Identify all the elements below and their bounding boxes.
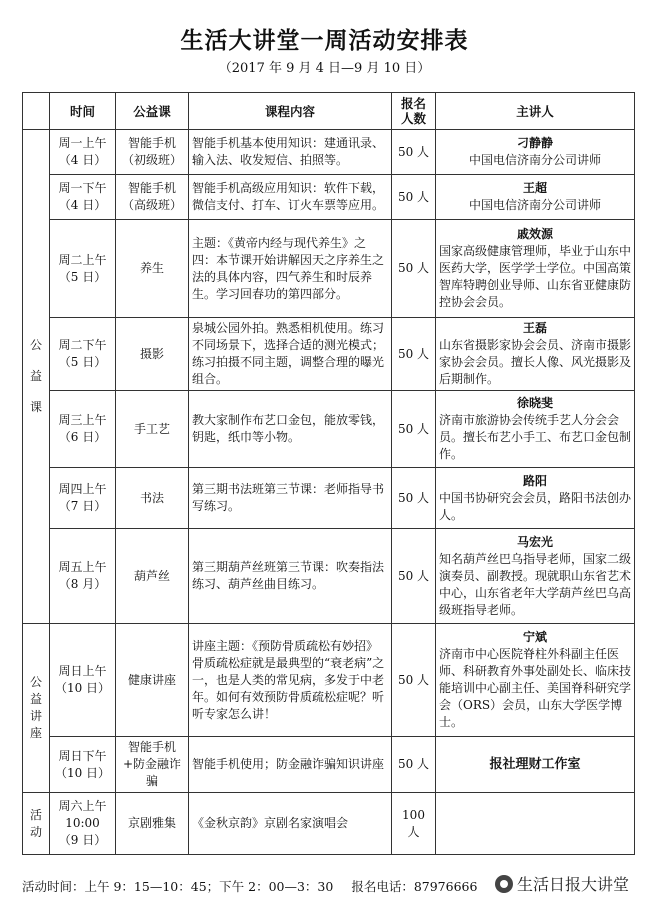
speaker-cell <box>436 391 635 468</box>
course-cell: 健康讲座 <box>116 624 189 737</box>
content-cell: 第三期葫芦丝班第三节课：吹奏指法练习、葫芦丝曲目练习。 <box>189 529 392 624</box>
time-cell: 周四上午 （7 日） <box>50 468 116 529</box>
speaker-cell <box>436 220 635 318</box>
course-cell: 书法 <box>116 468 189 529</box>
time-cell: 周三上午 （6 日） <box>50 391 116 468</box>
header-content: 课程内容 <box>189 93 392 130</box>
category-label: 动 <box>29 824 42 839</box>
count-cell: 50 人 <box>392 318 436 391</box>
course-cell: 智能手机 +防金融诈 骗 <box>116 737 189 793</box>
count-cell: 50 人 <box>392 175 436 220</box>
speaker-name: 马宏光 <box>516 534 553 549</box>
speaker-cell <box>436 318 635 391</box>
speaker-description: 知名葫芦丝巴乌指导老师，国家二级演奏员、副教授。现就职山东省艺术中心，山东省老年大学葫芦丝巴乌高级班指导老师。 <box>439 551 632 617</box>
speaker-description: 济南市旅游协会传统手艺人分会会员。擅长布艺小手工、布艺口金包制作。 <box>439 413 632 461</box>
count-cell: 50 人 <box>392 220 436 318</box>
footer <box>22 877 517 895</box>
header-count: 报名人数 <box>392 93 436 130</box>
table-row <box>23 624 635 737</box>
table-row <box>23 391 635 468</box>
count-cell: 50 人 <box>392 529 436 624</box>
count-cell: 50 人 <box>392 130 436 175</box>
count-cell: 100 人 <box>392 793 436 855</box>
speaker-cell <box>436 737 635 793</box>
table-row <box>23 318 635 391</box>
content-cell: 教大家制作布艺口金包，能放零钱，钥匙，纸巾等小物。 <box>189 391 392 468</box>
speaker-description: 济南市中心医院脊柱外科副主任医师、科研教育外事处副处长、临床技能培训中心副主任、美国脊科研究学会（ORS）会员，山东大学医学博士。 <box>439 647 632 729</box>
table-row <box>23 468 635 529</box>
speaker-cell <box>436 793 635 855</box>
time-cell: 周日上午 （10 日） <box>50 624 116 737</box>
count-cell: 50 人 <box>392 737 436 793</box>
table-row <box>23 737 635 793</box>
speaker-cell <box>436 468 635 529</box>
header-speaker: 主讲人 <box>436 93 635 130</box>
content-cell: 智能手机高级应用知识：软件下载，微信支付、打车、订火车票等应用。 <box>189 175 392 220</box>
table-row <box>23 220 635 318</box>
category-label: 活 <box>29 807 42 822</box>
speaker-cell <box>436 624 635 737</box>
course-cell: 智能手机 （初级班） <box>116 130 189 175</box>
time-cell: 周一下午 （4 日） <box>50 175 116 220</box>
time-cell: 周一上午 （4 日） <box>50 130 116 175</box>
watermark <box>493 872 631 895</box>
content-cell: 第三期书法班第三节课：老师指导书写练习。 <box>189 468 392 529</box>
speaker-organization: 报社理财工作室 <box>489 757 581 772</box>
time-cell: 周日下午 （10 日） <box>50 737 116 793</box>
course-cell: 养生 <box>116 220 189 318</box>
category-label: 讲座 <box>29 709 42 740</box>
category-cell <box>23 793 50 855</box>
content-cell: 智能手机使用；防金融诈骗知识讲座 <box>189 737 392 793</box>
content-cell: 智能手机基本使用知识：建通讯录、输入法、收发短信、拍照等。 <box>189 130 392 175</box>
course-cell: 手工艺 <box>116 391 189 468</box>
speaker-name: 宁斌 <box>522 630 547 644</box>
speaker-description: 中国电信济南分公司讲师 <box>468 153 601 167</box>
category-label: 益 <box>29 369 42 383</box>
header-row <box>23 93 635 130</box>
time-cell: 周六上午 10:00 （9 日） <box>50 793 116 855</box>
page-title: 生活大讲堂一周活动安排表 <box>180 28 469 54</box>
speaker-description: 山东省摄影家协会会员、济南市摄影家协会会员。擅长人像、风光摄影及后期制作。 <box>439 338 632 386</box>
schedule-table <box>22 92 635 855</box>
table-row <box>23 175 635 220</box>
table-row <box>23 793 635 855</box>
table-row <box>23 130 635 175</box>
header-category <box>23 93 50 130</box>
time-cell: 周五上午 （8 月） <box>50 529 116 624</box>
speaker-description: 中国书协研究会会员，路阳书法创办人。 <box>439 490 632 522</box>
content-cell: 《金秋京韵》京剧名家演唱会 <box>189 793 392 855</box>
count-cell: 50 人 <box>392 468 436 529</box>
speaker-name: 路阳 <box>522 473 547 488</box>
header-course: 公益课 <box>116 93 189 130</box>
signup-phone: 报名电话：87976666 <box>351 879 478 894</box>
course-cell: 京剧雅集 <box>116 793 189 855</box>
speaker-name: 戚效源 <box>516 227 553 241</box>
count-cell: 50 人 <box>392 391 436 468</box>
table-row <box>23 529 635 624</box>
watermark-text: 生活日报大讲堂 <box>516 875 629 894</box>
speaker-name: 王超 <box>522 181 547 195</box>
speaker-cell <box>436 130 635 175</box>
speaker-cell <box>436 529 635 624</box>
speaker-description: 国家高级健康管理师，毕业于山东中医药大学，医学学士学位。中国高策智库特聘创业导师、山东省亚健康防控协会会员。 <box>439 244 632 309</box>
content-cell: 主题：《黄帝内经与现代养生》之四：本节课开始讲解因天之序养生之法的具体内容，四气养生和时辰养生。学习回春功的第四部分。 <box>189 220 392 318</box>
speaker-cell <box>436 175 635 220</box>
date-range: （2017 年 9 月 4 日—9 月 10 日） <box>218 61 431 76</box>
course-cell: 智能手机 （高级班） <box>116 175 189 220</box>
time-cell: 周二下午 （5 日） <box>50 318 116 391</box>
category-label: 课 <box>29 400 42 414</box>
course-cell: 摄影 <box>116 318 189 391</box>
activity-time: 活动时间：上午 9：15—10：45；下午 2：00—3：30 <box>22 879 334 894</box>
category-cell <box>23 624 50 793</box>
count-cell: 50 人 <box>392 624 436 737</box>
content-cell: 讲座主题：《预防骨质疏松有妙招》骨质疏松症就是最典型的“衰老病”之一，也是人类的常见病，多发于中老年。如何有效预防骨质疏松症呢？听听专家怎么讲！ <box>189 624 392 737</box>
speaker-description: 中国电信济南分公司讲师 <box>468 198 601 212</box>
time-cell: 周二上午 （5 日） <box>50 220 116 318</box>
course-cell: 葫芦丝 <box>116 529 189 624</box>
header-time: 时间 <box>50 93 116 130</box>
category-label: 公益 <box>29 675 42 706</box>
speaker-name: 徐晓斐 <box>516 396 553 410</box>
content-cell: 泉城公园外拍。熟悉相机使用。练习不同场景下，选择合适的测光模式；练习拍摄不同主题，调整合理的曝光组合。 <box>189 318 392 391</box>
category-label: 公 <box>29 338 42 352</box>
wechat-icon <box>495 875 513 893</box>
speaker-name: 刁静静 <box>516 136 553 150</box>
category-cell <box>23 130 50 624</box>
speaker-name: 王磊 <box>522 321 547 335</box>
